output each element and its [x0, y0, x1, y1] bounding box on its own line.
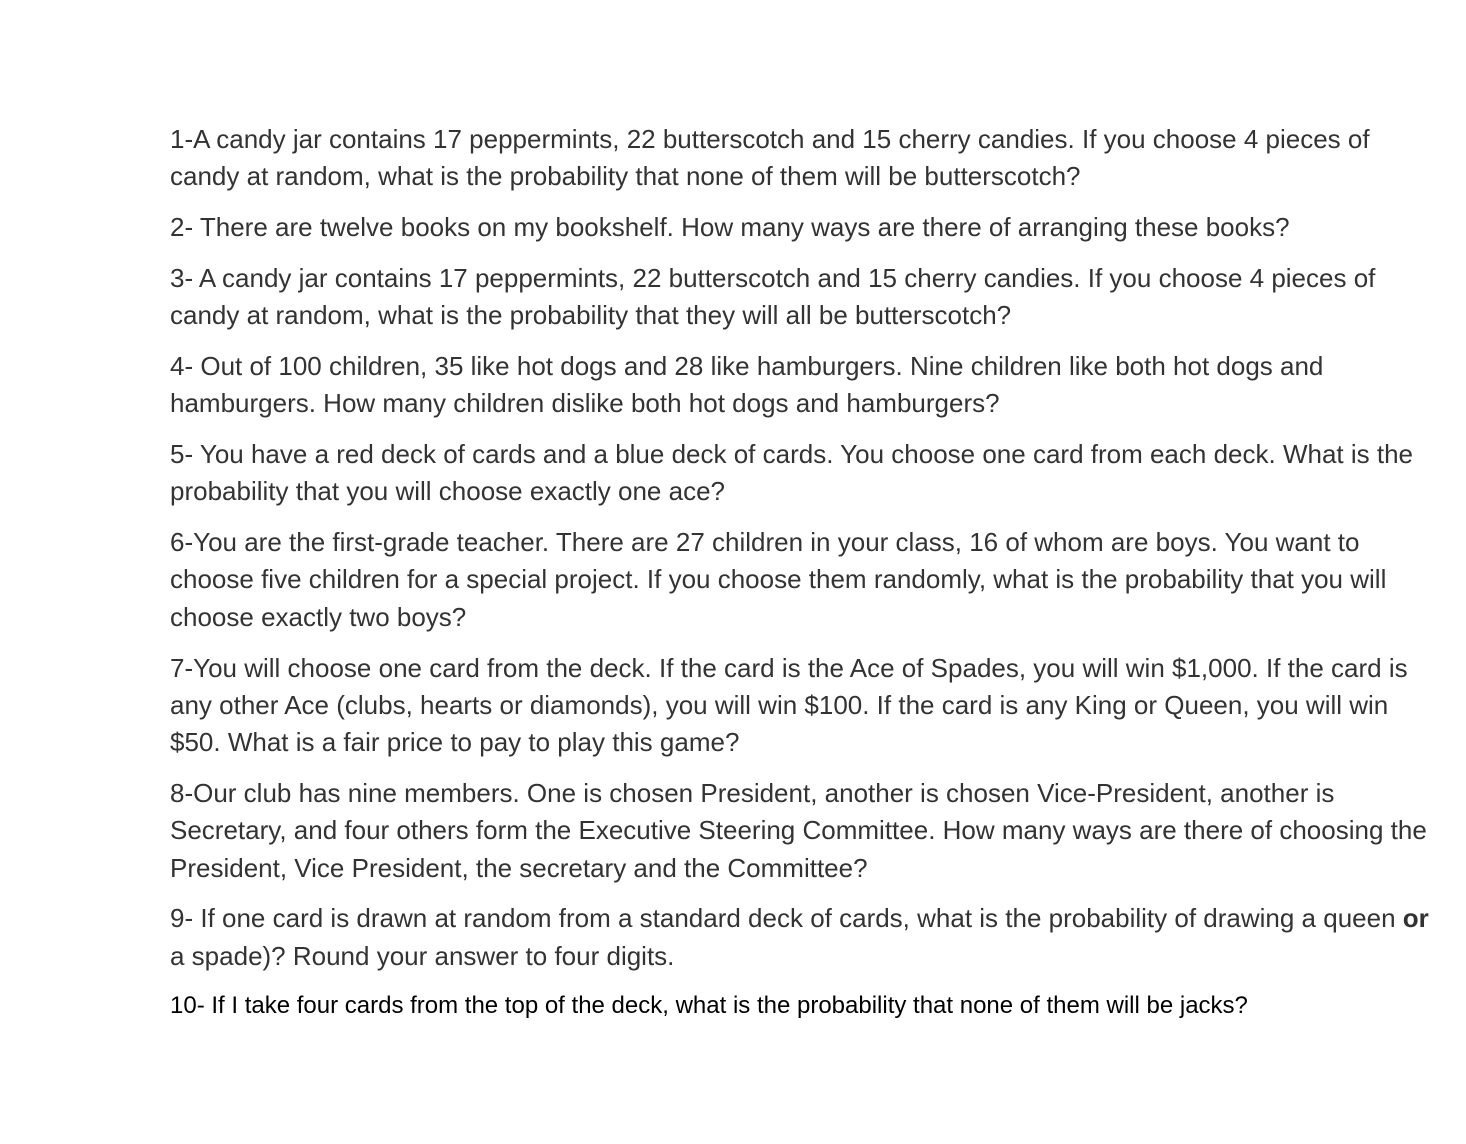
- question-7: 7-You will choose one card from the deck. If the card is the Ace of Spades, you will win $1,000. If the card is any other Ace (clubs, hearts or diamonds), you will win $100. If the card is any King or Queen, you will win $50. What is a fair price to pay to play this game?: [170, 652, 1408, 758]
- question-6: 6-You are the first-grade teacher. There are 27 children in your class, 16 of whom are boys. You want to choose five children for a special project. If you choose them randomly, what is the probability that you will choose exactly two boys?: [170, 527, 1387, 632]
- question-9-bold-or: or: [1402, 903, 1429, 934]
- question-document: [170, 121, 1430, 1038]
- question-1: 1-A candy jar contains 17 peppermints, 22 butterscotch and 15 cherry candies. If you choose 4 pieces of candy at random, what is the probability that none of them will be butterscotch?: [170, 124, 1370, 192]
- question-10: 10- If I take four cards from the top of the deck, what is the probability that none of them will be jacks?: [170, 992, 1248, 1020]
- question-4: 4- Out of 100 children, 35 like hot dogs and 28 like hamburgers. Nine children like both hot dogs and hamburgers. How many children dislike both hot dogs and hamburgers?: [170, 350, 1324, 419]
- question-8: 8-Our club has nine members. One is chosen President, another is chosen Vice-President, another is Secretary, and four others form the Executive Steering Committee. How many ways are there of choosing the President, Vice President, the secretary and the Committee?: [170, 777, 1427, 883]
- question-3: 3- A candy jar contains 17 peppermints, 22 butterscotch and 15 cherry candies. If you choose 4 pieces of candy at random, what is the probability that they will all be butterscotch?: [170, 262, 1376, 331]
- question-9: [170, 900, 1430, 975]
- question-9-text-before: 9- If one card is drawn at random from a standard deck of cards, what is the probability of drawing a queen: [170, 903, 1403, 934]
- question-2: 2- There are twelve books on my bookshelf. How many ways are there of arranging these books?: [170, 212, 1290, 243]
- question-9-text-after: a spade)? Round your answer to four digits.: [170, 940, 675, 971]
- question-5: 5- You have a red deck of cards and a blue deck of cards. You choose one card from each deck. What is the probability that you will choose exactly one ace?: [170, 439, 1413, 507]
